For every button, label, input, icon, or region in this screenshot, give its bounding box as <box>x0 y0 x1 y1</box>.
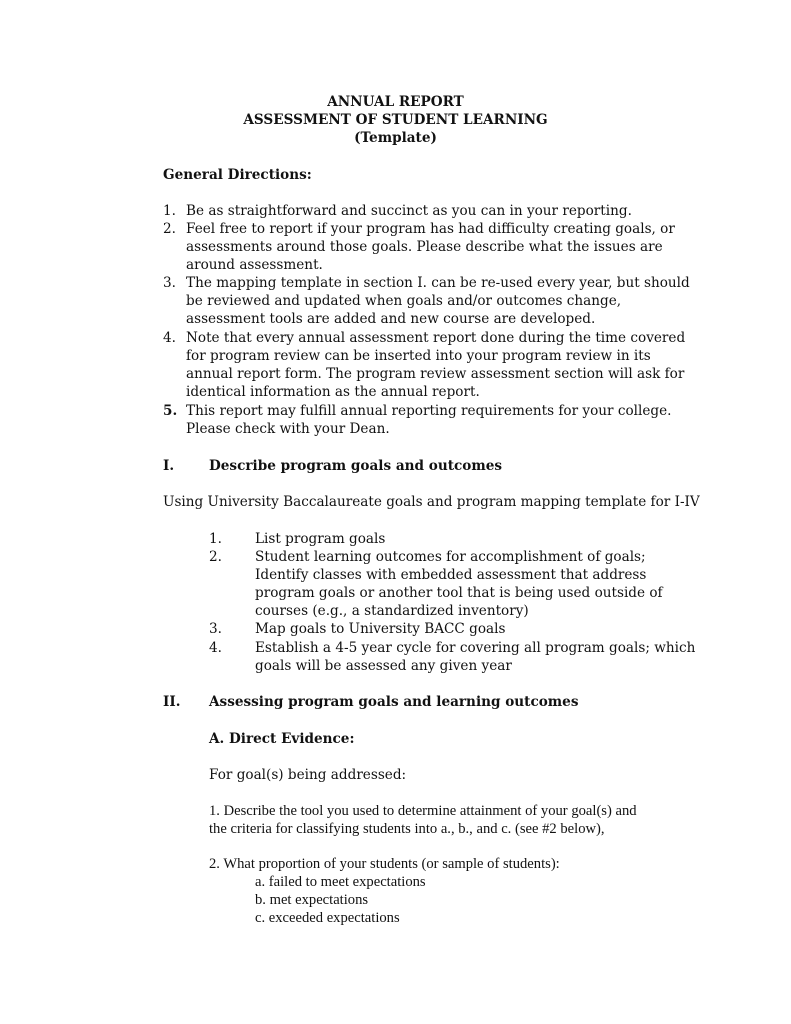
section-2-option-a: a. failed to meet expectations <box>255 874 426 890</box>
section-1-item-4-line-2: goals will be assessed any given year <box>255 658 512 674</box>
title-line-1: ANNUAL REPORT <box>327 94 464 110</box>
section-2-option-c: c. exceeded expectations <box>255 910 400 926</box>
direction-3-line-1: The mapping template in section I. can be re-used every year, but should <box>186 275 690 291</box>
direction-2-line-3: around assessment. <box>186 257 323 273</box>
section-1-intro: Using University Baccalaureate goals and program mapping template for I-IV <box>163 494 700 510</box>
section-1-item-4-number: 4. <box>209 640 222 656</box>
direction-5-line-1: This report may fulfill annual reporting requirements for your college. <box>186 403 672 419</box>
direction-2-number: 2. <box>163 221 176 237</box>
direction-5-line-2: Please check with your Dean. <box>186 421 390 437</box>
section-2-subheading: A. Direct Evidence: <box>209 731 355 747</box>
section-1-heading: Describe program goals and outcomes <box>209 458 503 474</box>
title-line-3: (Template) <box>354 130 437 146</box>
section-1-number: I. <box>163 458 175 474</box>
section-1-item-2-line-1: Student learning outcomes for accomplishment of goals; <box>255 549 646 565</box>
direction-3-line-3: assessment tools are added and new course are developed. <box>186 311 596 327</box>
section-1-item-2-line-4: courses (e.g., a standardized inventory) <box>255 603 529 619</box>
direction-3-line-2: be reviewed and updated when goals and/or outcomes change, <box>186 293 622 309</box>
general-directions-heading: General Directions: <box>163 167 312 183</box>
section-1-item-2-line-3: program goals or another tool that is being used outside of <box>255 585 663 601</box>
title-line-2: ASSESSMENT OF STUDENT LEARNING <box>243 112 548 128</box>
section-1-item-4-line-1: Establish a 4-5 year cycle for covering all program goals; which <box>255 640 696 656</box>
section-1-item-3-line-1: Map goals to University BACC goals <box>255 621 506 637</box>
direction-4-line-1: Note that every annual assessment report done during the time covered <box>186 330 686 346</box>
direction-4-line-3: annual report form. The program review assessment section will ask for <box>186 366 685 382</box>
section-1-item-2-line-2: Identify classes with embedded assessment that address <box>255 567 647 583</box>
section-1-item-2-number: 2. <box>209 549 222 565</box>
direction-4-line-2: for program review can be inserted into your program review in its <box>186 348 651 364</box>
direction-3-number: 3. <box>163 275 176 291</box>
section-2-question-2: 2. What proportion of your students (or sample of students): <box>209 856 560 872</box>
section-2-heading: Assessing program goals and learning outcomes <box>209 694 579 710</box>
direction-4-line-4: identical information as the annual report. <box>186 384 480 400</box>
direction-2-line-1: Feel free to report if your program has had difficulty creating goals, or <box>186 221 675 237</box>
direction-1-number: 1. <box>163 203 176 219</box>
direction-2-line-2: assessments around those goals. Please describe what the issues are <box>186 239 663 255</box>
section-1-item-1-line-1: List program goals <box>255 531 386 547</box>
direction-5-number: 5. <box>163 403 178 419</box>
section-2-option-b: b. met expectations <box>255 892 369 908</box>
direction-1-line-1: Be as straightforward and succinct as you can in your reporting. <box>186 203 632 219</box>
section-1-item-1-number: 1. <box>209 531 222 547</box>
section-2-question-1-line-1: 1. Describe the tool you used to determine attainment of your goal(s) and <box>209 803 637 819</box>
direction-4-number: 4. <box>163 330 176 346</box>
section-2-for-goals: For goal(s) being addressed: <box>209 767 407 783</box>
section-2-question-1-line-2: the criteria for classifying students into a., b., and c. (see #2 below), <box>209 821 605 837</box>
section-2-number: II. <box>163 694 181 710</box>
section-1-item-3-number: 3. <box>209 621 222 637</box>
